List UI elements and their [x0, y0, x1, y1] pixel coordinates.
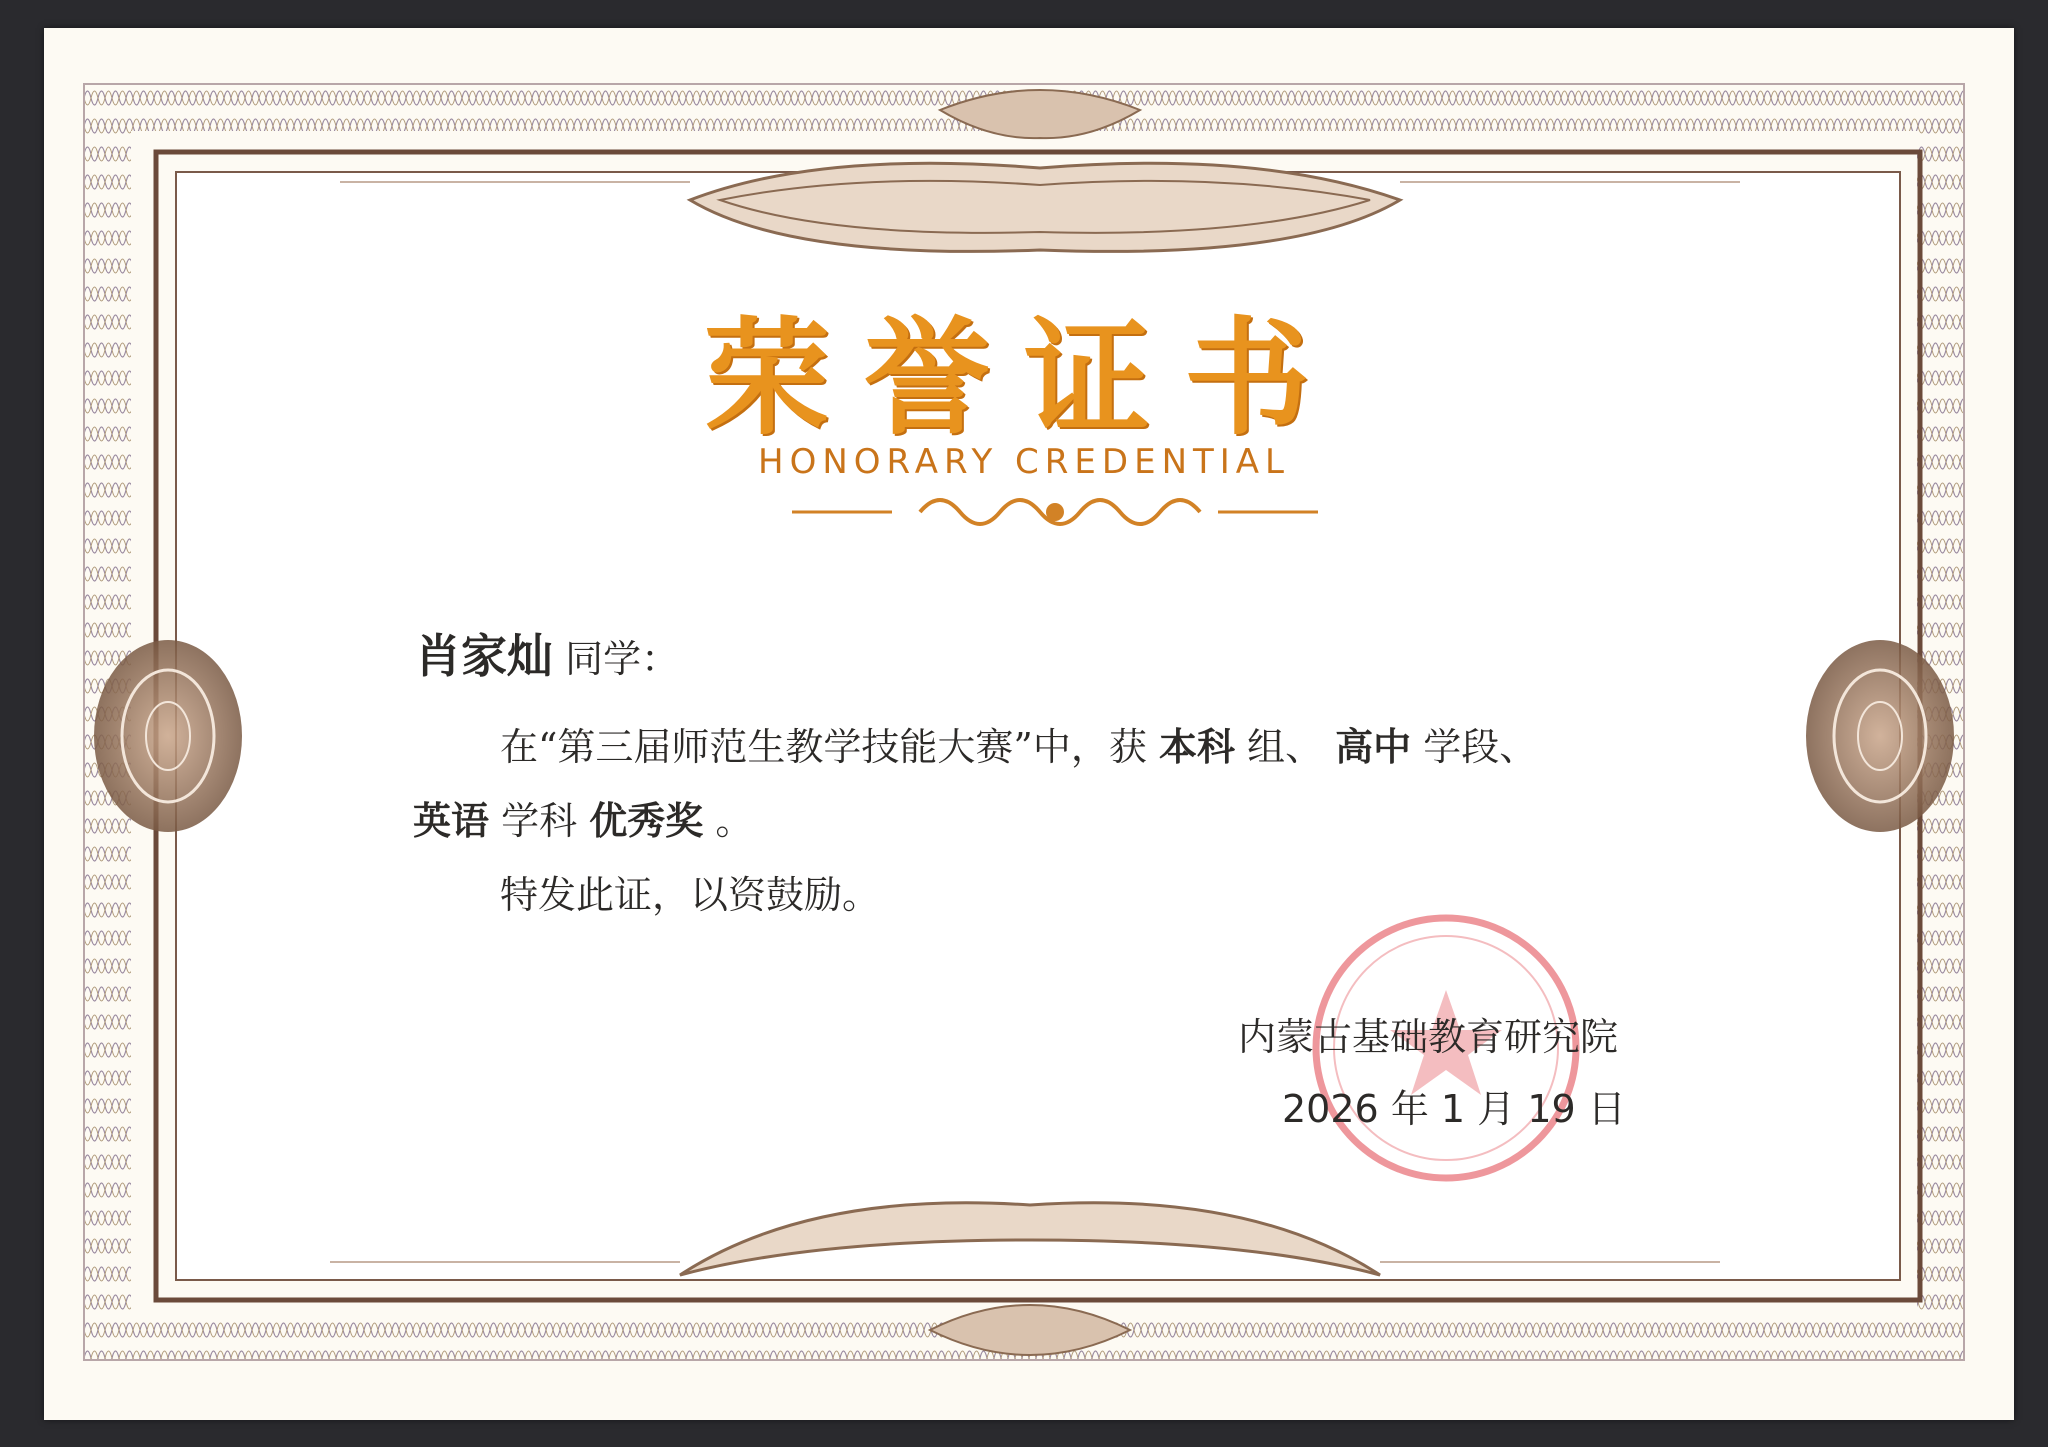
date-month-unit: 月 [1477, 1087, 1516, 1131]
recipient-line [415, 620, 679, 686]
award-group: 本科 [1158, 725, 1235, 769]
recipient-name: 肖家灿 [415, 629, 553, 683]
left-rosette [94, 640, 242, 832]
award-level: 优秀奖 [589, 799, 704, 843]
award-stage-suffix: 学段、 [1423, 725, 1538, 769]
date-year: 2026 [1282, 1087, 1379, 1131]
certificate-subtitle: HONORARY CREDENTIAL [758, 442, 1290, 482]
issue-date [1282, 1078, 1626, 1133]
competition-text: 在“第三届师范生教学技能大赛”中，获 [500, 725, 1147, 769]
award-line-1 [500, 716, 1537, 771]
award-subject: 英语 [413, 799, 490, 843]
award-level-suffix: 。 [715, 799, 754, 843]
date-day-unit: 日 [1587, 1087, 1626, 1131]
recipient-suffix: 同学： [565, 637, 680, 681]
right-rosette [1806, 640, 1954, 832]
award-stage: 高中 [1335, 725, 1412, 769]
closing-line: 特发此证，以资鼓励。 [500, 873, 881, 917]
certificate-title: 荣誉证书 [704, 305, 1344, 452]
date-day: 19 [1527, 1087, 1576, 1131]
date-month: 1 [1440, 1087, 1466, 1131]
award-group-suffix: 组、 [1247, 725, 1324, 769]
award-line-2 [413, 790, 753, 845]
date-year-unit: 年 [1390, 1087, 1429, 1131]
issuer-name: 内蒙古基础教育研究院 [1238, 1015, 1619, 1059]
award-subject-suffix: 学科 [501, 799, 578, 843]
